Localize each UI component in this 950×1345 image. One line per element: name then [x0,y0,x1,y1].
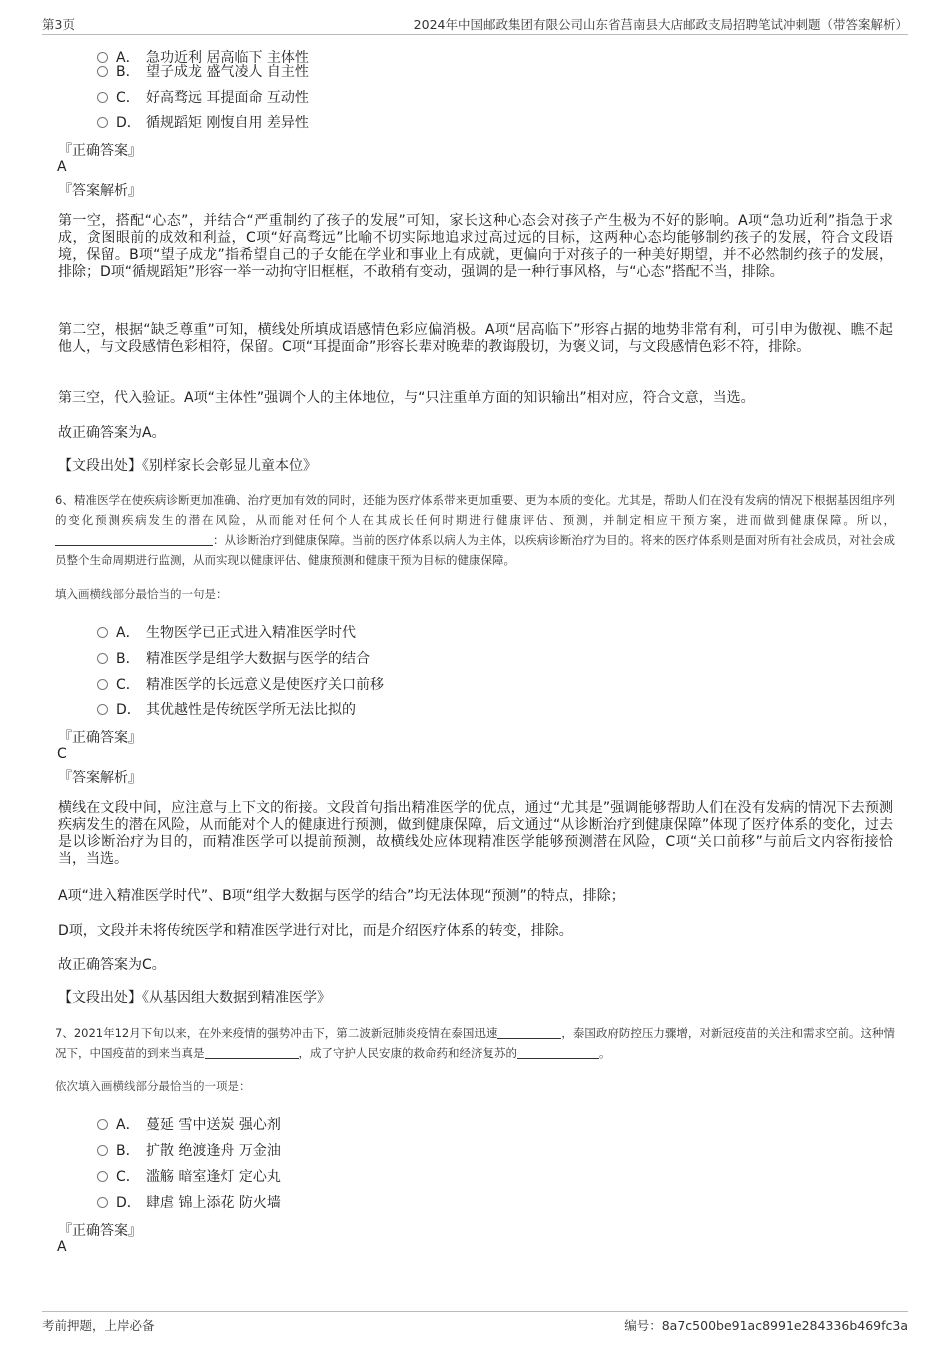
q5-analysis-label: 『答案解析』 [58,183,142,199]
radio-icon[interactable] [97,1171,108,1182]
q6-option-b[interactable]: B． 精准医学是组学大数据与医学的结合 [97,648,370,668]
radio-icon[interactable] [97,1145,108,1156]
radio-icon[interactable] [97,653,108,664]
q6-analysis-paragraph: 故正确答案为C。 [58,957,166,973]
q6-source: 【文段出处】《从基因组大数据到精准医学》 [58,990,331,1006]
radio-icon[interactable] [97,1119,108,1130]
q7-blank-3 [517,1046,599,1059]
page-footer [42,1311,908,1336]
q6-analysis-label: 『答案解析』 [58,770,142,786]
q7-answer: A [57,1239,67,1255]
q5-option-d[interactable]: D． 循规蹈矩 刚愎自用 差异性 [97,112,309,132]
q7-prompt: 依次填入画横线部分最恰当的一项是： [55,1079,251,1093]
q5-analysis-paragraph: 第二空，根据“缺乏尊重”可知，横线处所填成语感情色彩应偏消极。A项“居高临下”形容占据的地势非常有利，可引申为傲视、瞧不起他人，与文段感情色彩相符，保留。C项“耳提面命”形容长辈对晚辈的教诲殷切，为褒义词，与文段感情色彩不符，排除。 [58,322,893,355]
q5-answer-label: 『正确答案』 [58,143,142,159]
q7-blank-2 [205,1046,299,1059]
q6-option-a[interactable]: A． 生物医学已正式进入精准医学时代 [97,622,356,642]
radio-icon[interactable] [97,92,108,103]
page-number: 第3页 [42,17,75,32]
q5-option-b[interactable]: B． 望子成龙 盛气凌人 自主性 [97,61,309,81]
q5-analysis-paragraph: 第三空，代入验证。A项“主体性”强调个人的主体地位，与“只注重单方面的知识输出”相对应，符合文意，当选。 [58,390,755,406]
q6-analysis-paragraph: D项，文段并未将传统医学和精准医学进行对比，而是介绍医疗体系的转变，排除。 [58,923,573,939]
q5-source: 【文段出处】《别样家长会彰显儿童本位》 [58,458,317,474]
q6-blank [55,533,213,546]
q6-analysis-paragraph: 横线在文段中间，应注意与上下文的衔接。文段首句指出精准医学的优点，通过“尤其是”强调能够帮助人们在没有发病的情况下去预测疾病发生的潜在风险，从而能对个人的健康进行预测，做到健康保障，后文通过“从诊断治疗到健康保障”体现了医疗体系的变化，过去是以诊断治疗为目的，而精准医学可以提前预测，故横线处应体现精准医学能够预测潜在风险，C项“关口前移”与前后文内容衔接恰当，当选。 [58,800,893,867]
document-id: 编号：8a7c500be91ac8991e284336b469fc3a [624,1318,908,1333]
radio-icon[interactable] [97,117,108,128]
q6-option-c[interactable]: C． 精准医学的长远意义是使医疗关口前移 [97,674,384,694]
document-title: 2024年中国邮政集团有限公司山东省莒南县大店邮政支局招聘笔试冲刺题（带答案解析） [413,17,908,32]
q6-question-text: 6、精准医学在使疾病诊断更加准确、治疗更加有效的同时，还能为医疗体系带来更加重要、更为本质的变化。尤其是，帮助人们在没有发病的情况下根据基因组序列的变化预测疾病发生的潜在风险，从而能对任何个人在其成长任何时期进行健康评估、预测，并制定相应干预方案，进而做到健康保障。所以，：从诊断治疗到健康保障。当前的医疗体系以病人为主体，以疾病诊断治疗为目的。将来的医疗体系则是面对所有社会成员，对社会成员整个生命周期进行监测，从而实现以健康评估、健康预测和健康干预为目标的健康保障。 [55,493,895,567]
q5-analysis-paragraph: 第一空，搭配“心态”，并结合“严重制约了孩子的发展”可知，家长这种心态会对孩子产生极为不好的影响。A项“急功近利”指急于求成，贪图眼前的成效和利益，C项“好高骛远”比喻不切实际地追求过高过远的目标，这两种心态均能够制约孩子的发展，符合文段语境，保留。B项“望子成龙”指希望自己的子女能在学业和事业上有成就，更偏向于对孩子的一种美好期望，并不必然制约孩子的发展，排除；D项“循规蹈矩”形容一举一动拘守旧框框，不敢稍有变动，强调的是一种行事风格，与“心态”搭配不当，排除。 [58,213,893,280]
q7-option-a[interactable]: A． 蔓延 雪中送炭 强心剂 [97,1114,281,1134]
radio-icon[interactable] [97,704,108,715]
radio-icon[interactable] [97,679,108,690]
q7-answer-label: 『正确答案』 [58,1223,142,1239]
q5-option-a[interactable]: A． 急功近利 居高临下 主体性 [97,47,309,67]
q5-answer: A [57,159,67,175]
radio-icon[interactable] [97,66,108,77]
q7-blank-1 [497,1026,561,1039]
q6-prompt: 填入画横线部分最恰当的一句是： [55,587,228,601]
q7-option-c[interactable]: C． 滥觞 暗室逢灯 定心丸 [97,1166,281,1186]
q7-option-d[interactable]: D． 肆虐 锦上添花 防火墙 [97,1192,281,1212]
q5-option-c[interactable]: C． 好高骛远 耳提面命 互动性 [97,87,309,107]
q7-question-text: 7、2021年12月下旬以来，在外来疫情的强势冲击下，第二波新冠肺炎疫情在泰国迅速 ，泰国政府防控压力骤增，对新冠疫苗的关注和需求空前。这种情况下，中国疫苗的到来当真是 ，成了守护人民安康的救命药和经济复苏的 。 [55,1026,895,1060]
footer-slogan: 考前押题，上岸必备 [42,1318,155,1333]
page-header [42,12,908,35]
q6-answer: C [57,746,67,762]
q6-option-d[interactable]: D． 其优越性是传统医学所无法比拟的 [97,699,356,719]
q6-answer-label: 『正确答案』 [58,730,142,746]
q6-analysis-paragraph: A项“进入精准医学时代”、B项“组学大数据与医学的结合”均无法体现“预测”的特点，排除； [58,888,625,904]
q5-analysis-paragraph: 故正确答案为A。 [58,425,166,441]
radio-icon[interactable] [97,1197,108,1208]
radio-icon[interactable] [97,627,108,638]
q7-option-b[interactable]: B． 扩散 绝渡逢舟 万金油 [97,1140,281,1160]
